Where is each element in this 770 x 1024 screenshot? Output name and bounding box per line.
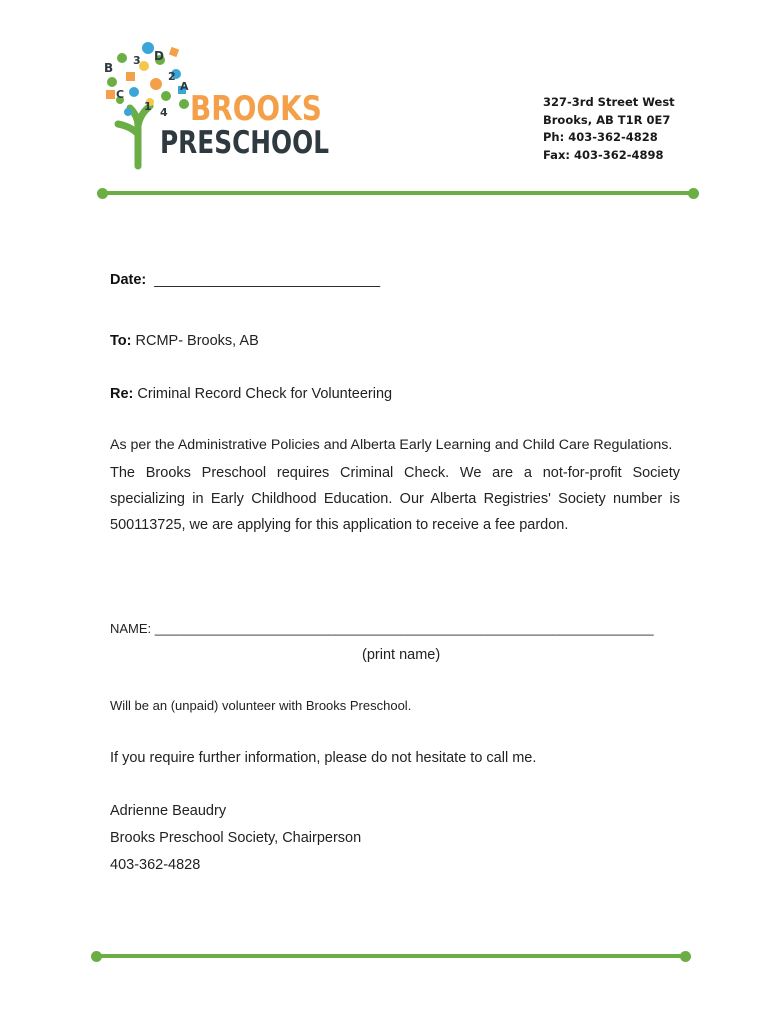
volunteer-line: Will be an (unpaid) volunteer with Brooks Preschool. [110,698,412,713]
date-line [110,272,380,288]
logo-letter-c: C [116,88,125,101]
address-phone: Ph: 403-362-4828 [543,130,658,144]
name-line [110,621,654,636]
to-label: To: [110,333,132,349]
re-label: Re: [110,386,134,402]
address-street: 327-3rd Street West [543,95,675,109]
logo-letter-2: 2 [168,70,176,83]
date-blank: ____________________________ [154,272,381,288]
body-intro: As per the Administrative Policies and Alberta Early Learning and Child Care Regulations. [110,437,673,453]
brand-name-preschool: PRESCHOOL [160,125,329,161]
re-value: Criminal Record Check for Volunteering [133,386,393,402]
signatory-name: Adrienne Beaudry [110,803,227,819]
logo-letter-1: 1 [144,100,152,113]
footer-divider-right-dot [680,951,691,962]
further-info-line: If you require further information, please do not hesitate to call me. [110,750,537,766]
to-value: RCMP- Brooks, AB [131,333,259,349]
header-divider-right-dot [688,188,699,199]
date-label: Date: [110,272,147,288]
address-fax: Fax: 403-362-4898 [543,147,664,162]
body-paragraph: The Brooks Preschool requires Criminal Check. We are a not-for-profit Society specializing in Early Childhood Education. Our Alberta Registries' Society number is 500113725, we are applying for this application to receive a fee pardon. [110,465,680,533]
logo-letter-b: B [104,61,114,75]
logo-letter-d: D [154,49,164,63]
re-line [110,386,392,402]
footer-divider [96,954,686,958]
to-line [110,333,259,349]
logo-letter-a: A [180,80,189,93]
signatory-phone: 403-362-4828 [110,857,201,873]
header-divider-left-dot [97,188,108,199]
logo-letter-4: 4 [160,106,168,119]
name-blank: _____________________________________________________________________ [154,621,654,636]
address-city: Brooks, AB T1R 0E7 [543,112,671,127]
logo-letter-3: 3 [133,54,141,67]
address-block [543,94,675,164]
brand-name-brooks: BROOKS [190,89,322,129]
header-divider [102,191,694,195]
signatory-title: Brooks Preschool Society, Chairperson [110,830,362,846]
name-label: NAME: [110,621,155,636]
print-name-caption: (print name) [362,647,441,663]
footer-divider-left-dot [91,951,102,962]
